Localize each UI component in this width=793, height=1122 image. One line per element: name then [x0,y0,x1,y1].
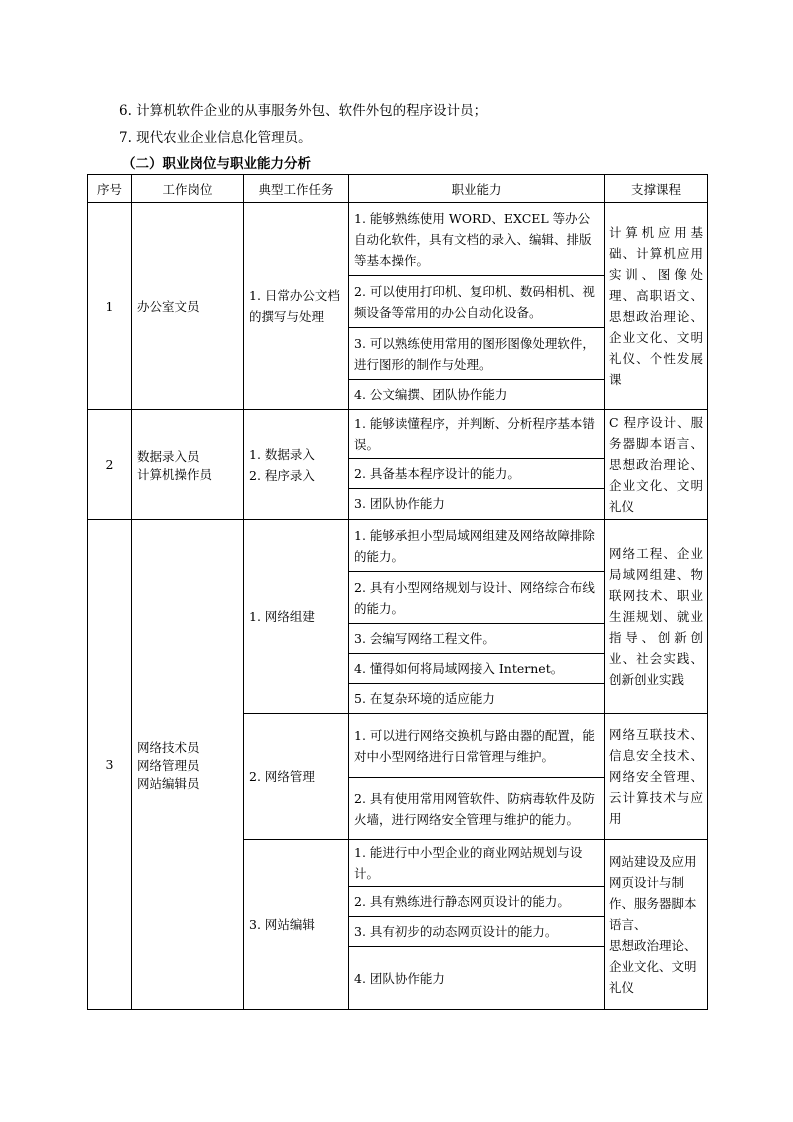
ability-cell: 1. 能进行中小型企业的商业网站规划与设计。 [349,840,605,887]
post-cell [132,520,244,1010]
post-name: 网络管理员 [137,757,200,773]
post-name: 网络技术员 [137,739,200,755]
ability-cell: 5. 在复杂环境的适应能力 [349,684,605,714]
table-header-row [88,175,708,203]
post-name: 数据录入员 [137,448,200,464]
task-cell: 1. 日常办公文档的撰写与处理 [244,203,349,410]
course-line: 网页设计与制作、服务器脚本语言、 [609,875,697,932]
ability-cell: 2. 具有小型网络规划与设计、网络综合布线的能力。 [349,572,605,624]
intro-line-7: 7. 现代农业企业信息化管理员。 [119,130,312,146]
header-task: 典型工作任务 [244,175,349,203]
table-row [88,203,708,276]
task-cell: 3. 网站编辑 [244,840,349,1010]
header-course: 支撑课程 [605,175,708,203]
post-cell [132,410,244,520]
ability-cell: 1. 可以进行网络交换机与路由器的配置，能对中小型网络进行日常管理与维护。 [349,714,605,778]
task-cell: 1. 网络组建 [244,520,349,714]
course-cell [605,840,708,1010]
ability-cell: 2. 具有熟练进行静态网页设计的能力。 [349,887,605,917]
course-line: 思想政治理论、企业文化、文明礼仪 [609,938,697,995]
ability-cell: 3. 会编写网络工程文件。 [349,624,605,654]
header-seq: 序号 [88,175,132,203]
ability-cell: 2. 可以使用打印机、复印机、数码相机、视频设备等常用的办公自动化设备。 [349,276,605,328]
header-post: 工作岗位 [132,175,244,203]
ability-cell: 2. 具有使用常用网管软件、防病毒软件及防火墙，进行网络安全管理与维护的能力。 [349,778,605,840]
seq-cell: 1 [88,203,132,410]
course-cell: 计算机应用基础、计算机应用实训、图像处理、高职语文、思想政治理论、企业文化、文明礼仪、个性发展课 [605,203,708,410]
ability-cell: 3. 具有初步的动态网页设计的能力。 [349,917,605,947]
ability-cell: 2. 具备基本程序设计的能力。 [349,458,605,488]
post-name: 计算机操作员 [137,466,213,482]
job-ability-table [87,174,708,1010]
seq-cell: 2 [88,410,132,520]
ability-cell: 3. 可以熟练使用常用的图形图像处理软件，进行图形的制作与处理。 [349,328,605,380]
course-line: 网站建设及应用 [609,854,697,869]
ability-cell: 4. 懂得如何将局域网接入 Internet。 [349,654,605,684]
header-ability: 职业能力 [349,175,605,203]
table-row [88,520,708,572]
section-heading: （二）职业岗位与职业能力分析 [122,156,311,172]
table-row [88,410,708,459]
task-cell: 2. 网络管理 [244,714,349,840]
ability-cell: 3. 团队协作能力 [349,488,605,519]
ability-cell: 1. 能够读懂程序，并判断、分析程序基本错误。 [349,410,605,459]
post-name: 办公室文员 [137,299,200,314]
ability-cell: 1. 能够熟练使用 WORD、EXCEL 等办公自动化软件，具有文档的录入、编辑、排版等基本操作。 [349,203,605,276]
task-cell [244,410,349,520]
post-cell [132,203,244,410]
ability-cell: 1. 能够承担小型局域网组建及网络故障排除的能力。 [349,520,605,572]
ability-cell: 4. 公文编撰、团队协作能力 [349,380,605,410]
course-cell: C 程序设计、服务器脚本语言、思想政治理论、企业文化、文明礼仪 [605,410,708,520]
task-line: 1. 数据录入 [249,446,315,462]
post-name: 网站编辑员 [137,775,200,791]
course-cell: 网络互联技术、信息安全技术、网络安全管理、云计算技术与应用 [605,714,708,840]
course-cell: 网络工程、企业局域网组建、物联网技术、职业生涯规划、就业指导、创新创业、社会实践、创新创业实践 [605,520,708,714]
ability-cell: 4. 团队协作能力 [349,947,605,1010]
intro-line-6: 6. 计算机软件企业的从事服务外包、软件外包的程序设计员； [119,103,488,119]
task-line: 2. 程序录入 [249,467,315,483]
seq-cell: 3 [88,520,132,1010]
